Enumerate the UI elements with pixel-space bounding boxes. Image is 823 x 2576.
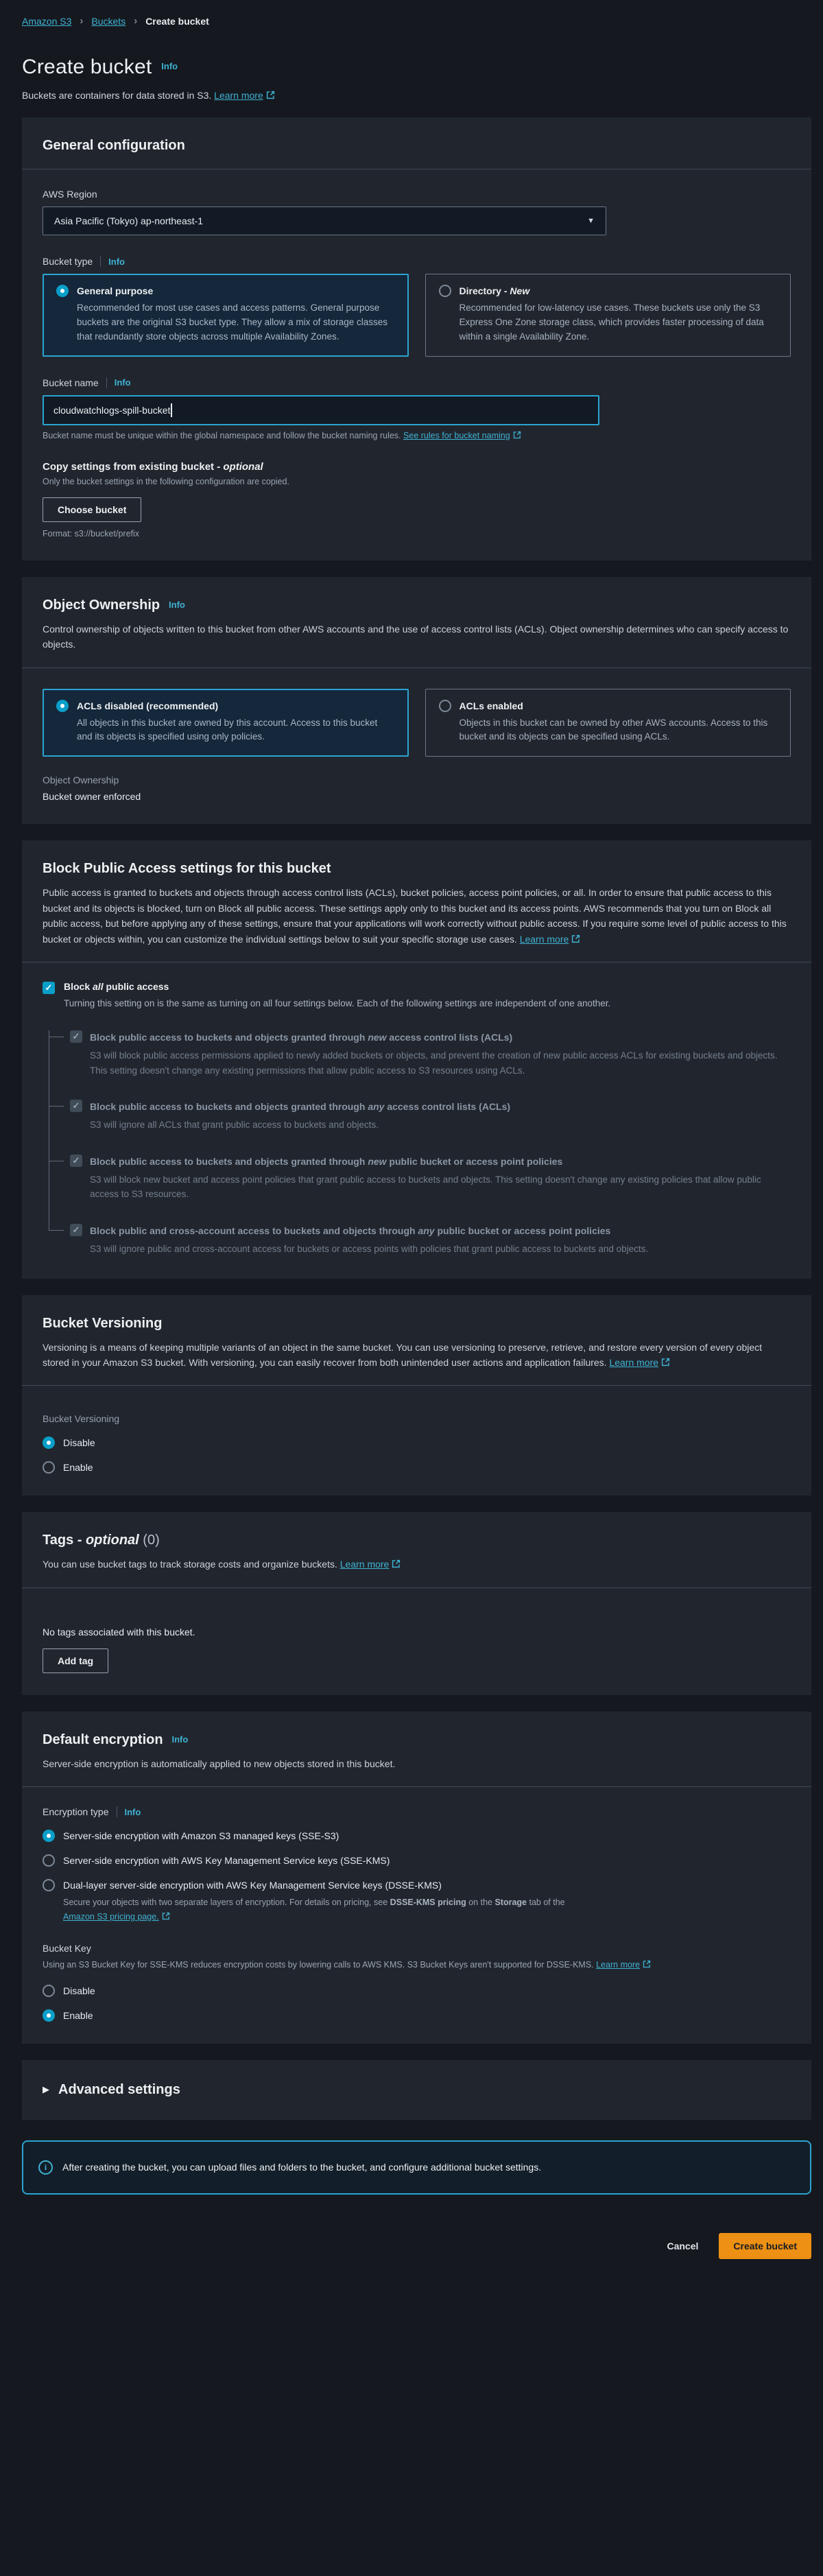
bpa-setting-row <box>49 1224 791 1257</box>
breadcrumb <box>22 15 811 27</box>
bucket-key-desc: Using an S3 Bucket Key for SSE-KMS reduces encryption costs by lowering calls to AWS KMS. S3 Bucket Keys aren't supported for DSSE-KMS. Learn more <box>43 1958 742 1972</box>
chevron-right-icon: › <box>80 15 84 27</box>
copy-settings-block <box>43 461 791 539</box>
bpa-setting-desc: S3 will block new bucket and access point policies that grant public access to buckets and objects. This setting doesn't change any existing policies that allow public access to S3 resources. <box>90 1174 761 1200</box>
advanced-settings-title: Advanced settings <box>58 2081 180 2097</box>
text-cursor <box>171 403 172 417</box>
object-ownership-title: Object Ownership <box>43 597 160 613</box>
tags-desc: You can use bucket tags to track storage costs and organize buckets. Learn more <box>43 1557 790 1572</box>
radio-dsse-kms[interactable] <box>43 1879 55 1891</box>
acls-disabled-tile[interactable] <box>43 689 409 757</box>
bpa-setting-title: Block public access to buckets and objects granted through new access control lists (ACLs) <box>90 1031 513 1043</box>
encryption-type-label: Encryption type <box>43 1806 109 1818</box>
versioning-enable-option[interactable] <box>43 1461 791 1474</box>
bucket-key-learn-more-link[interactable]: Learn more <box>596 1960 641 1970</box>
object-ownership-result <box>43 775 791 802</box>
external-link-icon <box>513 431 521 439</box>
copy-settings-desc: Only the bucket settings in the following configuration are copied. <box>43 476 289 486</box>
bpa-setting-desc: S3 will ignore all ACLs that grant public access to buckets and objects. <box>90 1120 379 1131</box>
directory-title: Directory - New <box>459 285 530 296</box>
default-encryption-title: Default encryption <box>43 1732 163 1747</box>
bucket-key-disable-label: Disable <box>63 1985 95 1996</box>
default-encryption-info-link[interactable]: Info <box>171 1734 189 1745</box>
bpa-setting-row <box>49 1100 791 1133</box>
chevron-right-icon: › <box>134 15 138 27</box>
block-public-access-settings-group <box>49 1030 791 1257</box>
advanced-settings-toggle[interactable] <box>22 2060 811 2120</box>
sse-kms-label: Server-side encryption with AWS Key Management Service keys (SSE-KMS) <box>63 1855 390 1867</box>
radio-sse-s3[interactable] <box>43 1830 55 1842</box>
tags-panel <box>22 1512 811 1694</box>
bucket-versioning-desc: Versioning is a means of keeping multiple variants of an object in the same bucket. You can use versioning to preserve, retrieve, and restore every version of every object stored in your Amazon S3 bucket. With versioning, you can easily recover from both unintended user actions and application failures. Learn more <box>43 1341 763 1368</box>
radio-sse-kms[interactable] <box>43 1854 55 1867</box>
external-link-icon <box>643 1960 651 1968</box>
breadcrumb-buckets[interactable]: Buckets <box>91 15 126 27</box>
bucket-key-enable-label: Enable <box>63 2009 93 2021</box>
bucket-type-info-link[interactable]: Info <box>108 256 125 267</box>
sse-s3-label: Server-side encryption with Amazon S3 managed keys (SSE-S3) <box>63 1830 339 1842</box>
object-ownership-result-label: Object Ownership <box>43 775 119 786</box>
block-public-access-desc: Public access is granted to buckets and objects through access control lists (ACLs), bucket policies, access point policies, or all. In order to ensure that public access to this bucket and its objects is blocked, turn on Block all public access. These settings apply only to this bucket and its access points. AWS recommends that you turn on Block all public access, but before applying any of these settings, ensure that your applications will work correctly without public access. If you require some level of public access to this bucket or objects within, you can customize the individual settings below to suit your specific storage use cases. Learn more <box>43 887 787 945</box>
bpa-setting-title: Block public and cross-account access to buckets and objects through any public bucket or access point policies <box>90 1225 611 1236</box>
bucket-type-general-purpose-tile[interactable] <box>43 274 409 357</box>
aws-region-select[interactable] <box>43 206 606 235</box>
learn-more-link[interactable]: Learn more <box>214 90 263 101</box>
radio-versioning-disable[interactable] <box>43 1437 55 1449</box>
divider <box>100 256 101 267</box>
format-hint: Format: s3://bucket/prefix <box>43 528 140 539</box>
dsse-kms-desc: Secure your objects with two separate layers of encryption. For details on pricing, see DSSE-KMS pricing on the Storage tab of the Amazon S3 pricing page. <box>63 1898 565 1922</box>
bpa-setting-desc: S3 will ignore public and cross-account access for buckets or access points with policies that grant public access to buckets and objects. <box>90 1243 649 1254</box>
default-encryption-panel <box>22 1712 811 2044</box>
dsse-kms-option[interactable] <box>43 1879 791 1891</box>
versioning-disable-label: Disable <box>63 1437 95 1449</box>
bpa-setting-checkbox[interactable] <box>70 1100 82 1112</box>
bucket-type-directory-tile[interactable] <box>425 274 791 357</box>
object-ownership-info-link[interactable]: Info <box>169 599 185 610</box>
bpa-setting-checkbox[interactable] <box>70 1155 82 1167</box>
bpa-setting-checkbox[interactable] <box>70 1224 82 1236</box>
breadcrumb-amazon-s3[interactable]: Amazon S3 <box>22 15 72 27</box>
acls-enabled-tile[interactable] <box>425 689 791 757</box>
page-title-info-link[interactable]: Info <box>161 61 178 71</box>
sse-s3-option[interactable] <box>43 1830 791 1842</box>
info-alert <box>22 2140 811 2195</box>
caret-right-icon: ▶ <box>43 2084 49 2095</box>
general-purpose-title: General purpose <box>77 285 154 296</box>
object-ownership-panel <box>22 577 811 825</box>
bucket-name-value: cloudwatchlogs-spill-bucket <box>53 404 171 416</box>
s3-pricing-page-link[interactable]: Amazon S3 pricing page. <box>63 1911 159 1922</box>
block-all-public-access-label: Block all public access <box>64 980 169 992</box>
bucket-name-help: Bucket name must be unique within the global namespace and follow the bucket naming rules. See rules for bucket naming <box>43 431 791 440</box>
acls-disabled-desc: All objects in this bucket are owned by this account. Access to this bucket and its objects is specified using only policies. <box>77 717 378 742</box>
cancel-button[interactable]: Cancel <box>667 2240 699 2252</box>
versioning-learn-more-link[interactable]: Learn more <box>609 1356 659 1368</box>
block-public-access-title: Block Public Access settings for this bucket <box>43 861 331 877</box>
bucket-key-disable-option[interactable] <box>43 1985 791 1997</box>
bucket-key-enable-option[interactable] <box>43 2009 791 2022</box>
acls-enabled-title: ACLs enabled <box>459 700 523 711</box>
block-public-access-panel <box>22 840 811 1278</box>
page-subtitle-text: Buckets are containers for data stored in S3. <box>22 90 212 101</box>
bucket-name-input[interactable] <box>43 395 599 425</box>
bpa-setting-row <box>49 1030 791 1078</box>
object-ownership-desc: Control ownership of objects written to this bucket from other AWS accounts and the use of access control lists (ACLs). Object ownership determines who can specify access to objects. <box>43 623 789 650</box>
default-encryption-desc: Server-side encryption is automatically applied to new objects stored in this bucket. <box>43 1758 396 1769</box>
bpa-learn-more-link[interactable]: Learn more <box>519 933 569 945</box>
divider <box>106 377 107 388</box>
external-link-icon <box>266 91 275 99</box>
general-configuration-panel <box>22 117 811 560</box>
external-link-icon <box>162 1912 170 1920</box>
acls-enabled-desc: Objects in this bucket can be owned by other AWS accounts. Access to this bucket and its objects can be specified using ACLs. <box>459 717 768 742</box>
block-all-public-access-row[interactable] <box>43 982 791 994</box>
radio-acls-enabled[interactable] <box>439 700 451 712</box>
bucket-naming-rules-link[interactable]: See rules for bucket naming <box>403 430 510 440</box>
general-configuration-title: General configuration <box>43 138 185 153</box>
radio-versioning-enable[interactable] <box>43 1461 55 1474</box>
bucket-versioning-field-label: Bucket Versioning <box>43 1413 120 1425</box>
bpa-setting-checkbox[interactable] <box>70 1030 82 1043</box>
versioning-disable-option[interactable] <box>43 1437 791 1449</box>
radio-general-purpose[interactable] <box>56 285 69 297</box>
radio-directory[interactable] <box>439 285 451 297</box>
aws-region-label: AWS Region <box>43 189 97 200</box>
bucket-key-label: Bucket Key <box>43 1943 91 1954</box>
external-link-icon <box>661 1358 670 1367</box>
radio-acls-disabled[interactable] <box>56 700 69 712</box>
bpa-setting-title: Block public access to buckets and objects granted through any access control lists (ACLs) <box>90 1101 511 1113</box>
tags-learn-more-link[interactable]: Learn more <box>339 1559 390 1570</box>
block-all-public-access-desc: Turning this setting on is the same as turning on all four settings below. Each of the following settings are independent of one another. <box>64 997 611 1008</box>
footer-actions <box>22 2233 811 2259</box>
info-icon: i <box>38 2160 53 2175</box>
radio-bucket-key-enable[interactable] <box>43 2009 55 2022</box>
directory-desc: Recommended for low-latency use cases. These buckets use only the S3 Express One Zone storage class, which provides faster processing of data within a single Availability Zone. <box>459 303 764 342</box>
page-subtitle <box>22 90 811 101</box>
advanced-settings-panel <box>22 2060 811 2120</box>
copy-settings-title: Copy settings from existing bucket - optional <box>43 460 263 473</box>
general-purpose-desc: Recommended for most use cases and access patterns. General purpose buckets are the original S3 bucket type. They allow a mix of storage classes that redundantly store objects across multiple Availability Zones. <box>77 303 387 342</box>
external-link-icon <box>392 1559 401 1568</box>
object-ownership-result-value: Bucket owner enforced <box>43 791 141 803</box>
radio-bucket-key-disable[interactable] <box>43 1985 55 1997</box>
tags-empty-state: No tags associated with this bucket. <box>43 1626 195 1638</box>
bpa-setting-desc: S3 will block public access permissions applied to newly added buckets or objects, and prevent the creation of new public access ACLs for existing buckets and objects. This setting doesn't change any existing permissions that allow public access to S3 resources using ACLs. <box>90 1050 778 1076</box>
versioning-enable-label: Enable <box>63 1462 93 1474</box>
sse-kms-option[interactable] <box>43 1854 791 1867</box>
bucket-versioning-title: Bucket Versioning <box>43 1315 163 1331</box>
acls-disabled-title: ACLs disabled (recommended) <box>77 700 219 711</box>
add-tag-button[interactable]: Add tag <box>43 1649 108 1673</box>
dsse-kms-label: Dual-layer server-side encryption with AWS Key Management Service keys (DSSE-KMS) <box>63 1880 442 1891</box>
bucket-name-label: Bucket name <box>43 377 99 388</box>
bpa-setting-row <box>49 1155 791 1202</box>
info-alert-text: After creating the bucket, you can upload files and folders to the bucket, and configure additional bucket settings. <box>62 2162 542 2173</box>
bpa-setting-title: Block public access to buckets and objects granted through new public bucket or access point policies <box>90 1155 563 1167</box>
external-link-icon <box>571 934 580 943</box>
bucket-versioning-panel <box>22 1295 811 1496</box>
block-all-public-access-checkbox[interactable] <box>43 982 55 994</box>
choose-bucket-button[interactable]: Choose bucket <box>43 497 141 522</box>
bucket-name-info-link[interactable]: Info <box>114 377 131 388</box>
page-title: Create bucket <box>22 56 152 78</box>
chevron-down-icon: ▼ <box>587 217 595 225</box>
breadcrumb-current: Create bucket <box>145 15 209 27</box>
aws-region-value: Asia Pacific (Tokyo) ap-northeast-1 <box>54 215 204 226</box>
tags-title: Tags - optional (0) <box>43 1533 160 1548</box>
create-bucket-button[interactable]: Create bucket <box>719 2233 811 2259</box>
bucket-type-label: Bucket type <box>43 256 93 267</box>
page-header <box>22 56 811 101</box>
encryption-type-info-link[interactable]: Info <box>124 1806 141 1817</box>
